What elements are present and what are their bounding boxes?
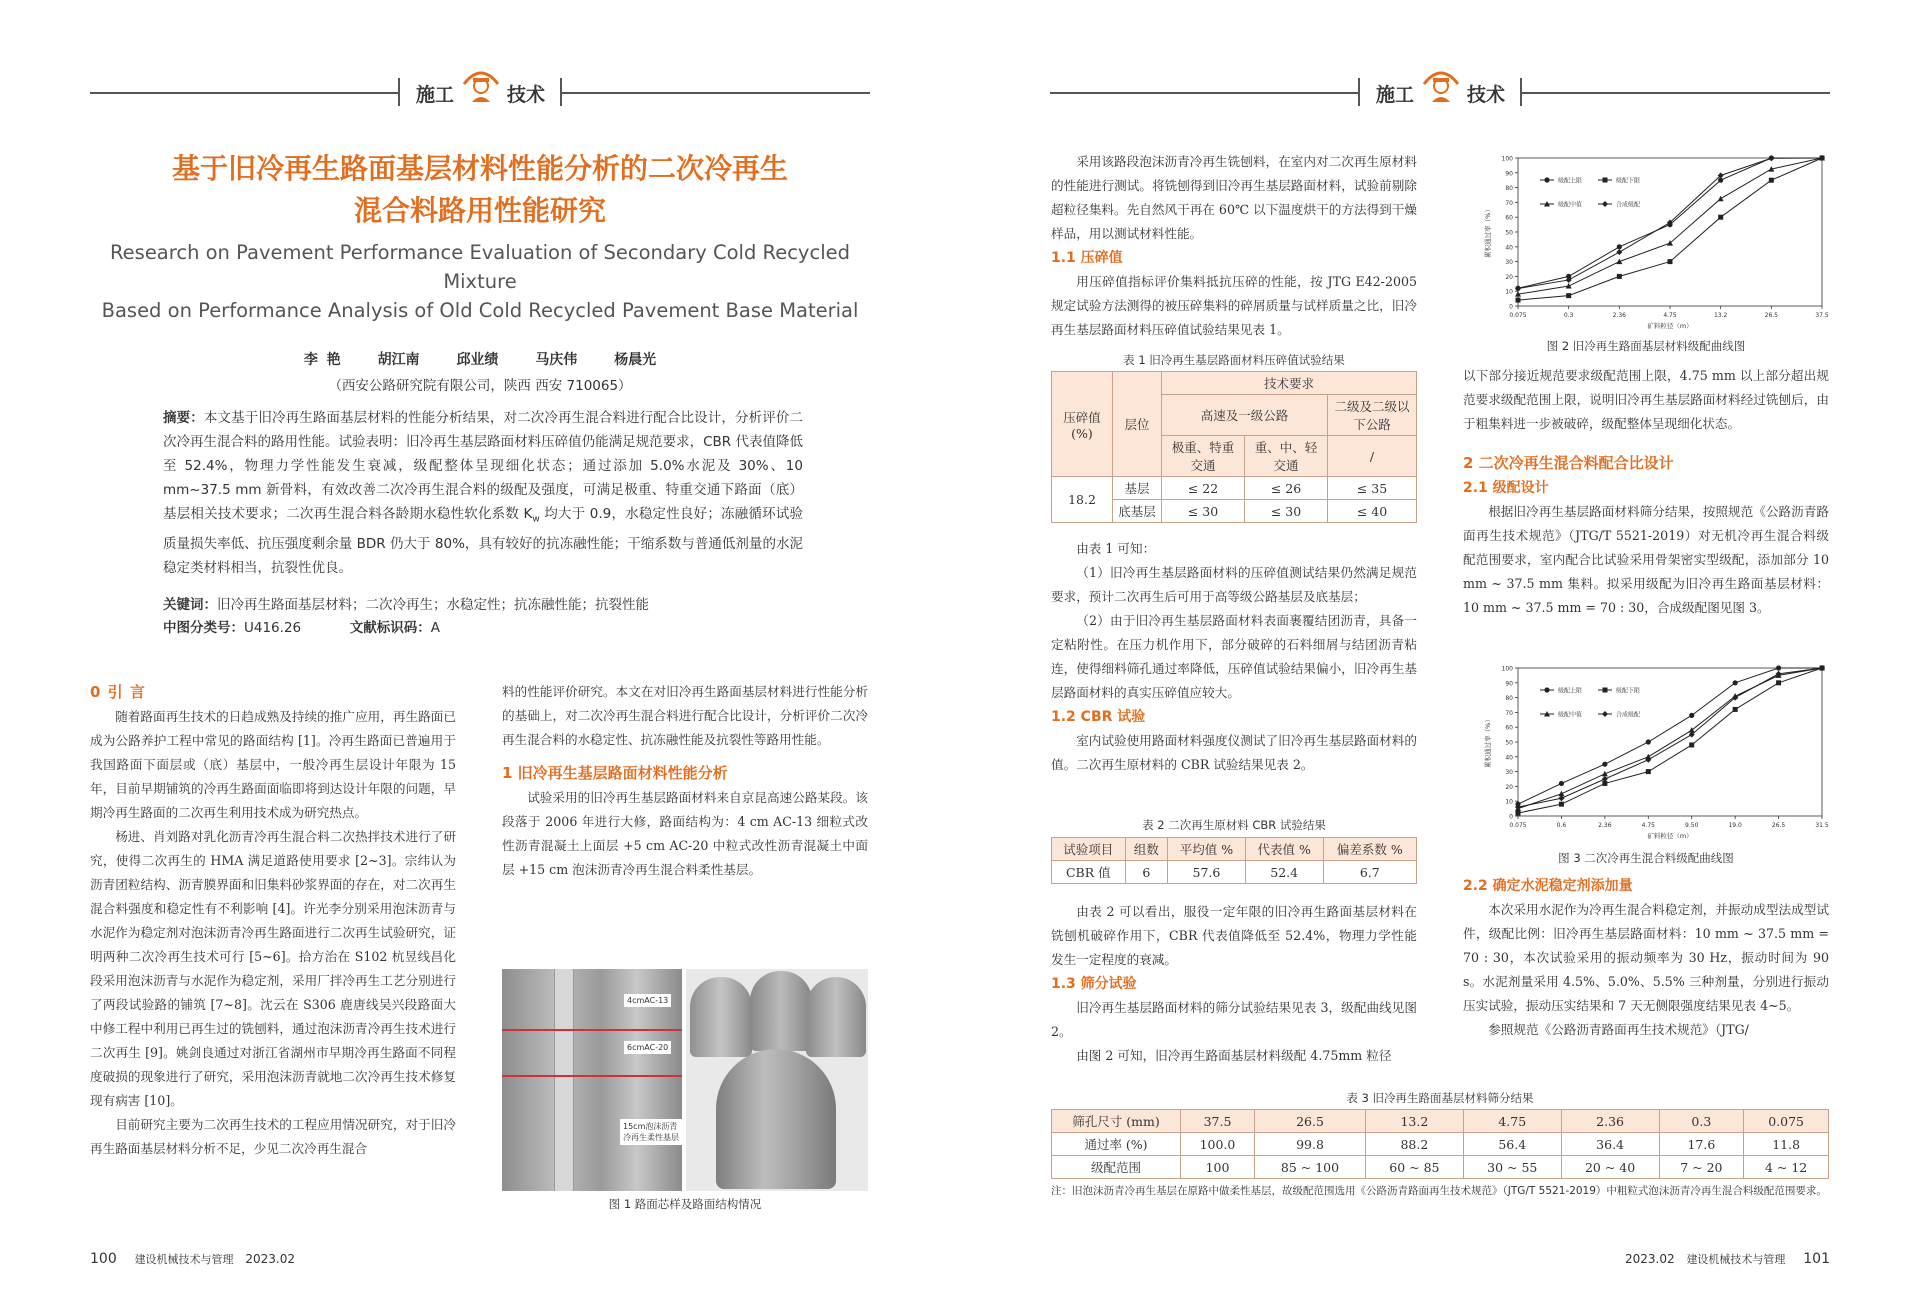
- y-tick-label: 40: [1505, 244, 1513, 252]
- table-3-cell: 7 ~ 20: [1659, 1156, 1744, 1179]
- y-tick-label: 50: [1505, 739, 1513, 747]
- table-2-cell: 52.4: [1245, 861, 1323, 884]
- x-tick-label: 0.075: [1509, 822, 1527, 829]
- paragraph: 旧冷再生基层路面材料的筛分试验结果见表 3，级配曲线见图 2。: [1051, 1000, 1417, 1039]
- table-3-cell: 17.6: [1659, 1133, 1744, 1156]
- data-point: [1515, 286, 1521, 292]
- data-point: [1559, 802, 1564, 807]
- data-point: [1646, 739, 1651, 744]
- right-header-divider-a: [1358, 78, 1360, 106]
- core-marker: [502, 1029, 682, 1031]
- title-block: [90, 148, 870, 394]
- y-tick-label: 60: [1505, 214, 1513, 222]
- table-3-note: 注：旧泡沫沥青冷再生基层在原路中做柔性基层，故级配范围选用《公路沥青路面再生技术规范》（JTG/T 5521-2019）中粗粒式泡沫沥青冷再生混合料级配范围要求。: [1051, 1185, 1827, 1197]
- table-3-cell: 4 ~ 12: [1744, 1156, 1829, 1179]
- y-tick-label: 30: [1505, 259, 1513, 267]
- table-3-header: 26.5: [1255, 1110, 1366, 1133]
- table-2-cell: CBR 值: [1052, 861, 1126, 884]
- y-tick-label: 80: [1505, 695, 1513, 703]
- table-3-header: 2.36: [1561, 1110, 1659, 1133]
- section-1-1-heading: 1.1 压碎值: [1051, 250, 1123, 266]
- paragraph: 料的性能评价研究。本文在对旧冷再生路面基层材料进行性能分析的基础上，对二次冷再生混合料进行配合比设计，分析评价二次冷再生混合料的水稳定性、抗冻融性能及抗裂性等路用性能。: [502, 684, 868, 747]
- table-3-header: 37.5: [1181, 1110, 1255, 1133]
- legend-marker: [1602, 201, 1608, 207]
- table-3-cell: 56.4: [1463, 1133, 1561, 1156]
- right-column-1-bottom: [1051, 900, 1417, 1068]
- table-3-cell: 100.0: [1181, 1133, 1255, 1156]
- fig1-label-box: [620, 1119, 682, 1145]
- y-tick-label: 40: [1505, 754, 1513, 762]
- abstract-text-2: 均大于 0.9，水稳定性良好；冻融循环试验质量损失率低、抗压强度剩余量 BDR 仍大于 80%，具有较好的抗冻融性能；干缩系数与普通低剂量的水泥稳定类材料相当，抗裂性优良。: [163, 506, 803, 576]
- author: 胡江南: [377, 352, 420, 368]
- abstract: [163, 406, 803, 580]
- core-sample: [750, 971, 812, 1051]
- x-tick-label: 2.36: [1598, 822, 1612, 829]
- figure-1-caption: 图 1 路面芯样及路面结构情况: [608, 1197, 762, 1211]
- figure-2-chart: [1478, 150, 1834, 338]
- fig1-label: 15cm泡沫沥青: [623, 1122, 678, 1131]
- table-2: [1051, 837, 1417, 884]
- table-2-cell: 6.7: [1323, 861, 1416, 884]
- abstract-sub: w: [532, 514, 540, 525]
- author: 杨晨光: [614, 352, 657, 368]
- y-axis-label: 累积通过率（%）: [1484, 716, 1492, 768]
- left-header-divider-a: [398, 78, 400, 106]
- left-header-divider-b: [560, 78, 562, 106]
- y-tick-label: 70: [1505, 709, 1513, 717]
- paragraph: 本次采用水泥作为冷再生混合料稳定剂，并振动成型法成型试件，级配比例：旧冷再生基层路面材料：10 mm ~ 37.5 mm = 70 : 30，本次试验采用的振动频率为 30 Hz，振动时间为 90 s。水泥剂量采用 4.5%、5.0%、5.5% 三种剂量，分别进行振动压实试验，振动压实结果和 7 天无侧限强度结果见表 4~5。: [1463, 902, 1829, 1013]
- paragraph: 以下部分接近规范要求级配范围上限，4.75 mm 以上部分超出规范要求级配范围上限，说明旧冷再生基层路面材料经过铣刨后，由于粗集料进一步被破碎，级配整体呈现细化状态。: [1463, 368, 1829, 431]
- data-point: [1516, 811, 1521, 816]
- table-3-cell: 30 ~ 55: [1463, 1156, 1561, 1179]
- classification: [163, 616, 803, 640]
- left-header-label-1: 施工: [416, 84, 455, 106]
- table-1-header: 层位: [1113, 372, 1162, 477]
- abstract-label: 摘要：: [163, 410, 204, 426]
- paragraph: 由图 2 可知，旧冷再生路面基层材料级配 4.75mm 粒径: [1076, 1048, 1392, 1063]
- data-point: [1718, 196, 1724, 202]
- author: 李 艳: [303, 352, 341, 368]
- y-tick-label: 90: [1505, 170, 1513, 178]
- paper-title-cn-line1: 基于旧冷再生路面基层材料性能分析的二次冷再生: [171, 152, 788, 185]
- y-tick-label: 10: [1505, 798, 1513, 806]
- legend-label: 级配上限: [1558, 687, 1583, 695]
- paragraph: 室内试验使用路面材料强度仪测试了旧冷再生基层路面材料的值。二次再生原材料的 CBR 试验结果见表 2。: [1051, 733, 1417, 772]
- doc-label: 文献标识码：: [349, 620, 431, 636]
- fig1-label: 冷再生柔性基层: [623, 1133, 679, 1142]
- paragraph: 由表 2 可以看出，服役一定年限的旧冷再生路面基层材料在铣刨机破碎作用下，CBR 代表值降低至 52.4%，物理力学性能发生一定程度的衰减。: [1051, 904, 1417, 967]
- paper-title-en-line1: Research on Pavement Performance Evaluation of Secondary Cold Recycled Mixture: [109, 241, 850, 293]
- table-1-cell: ≤ 35: [1328, 477, 1417, 500]
- fig1-label: 4cmAC-13: [624, 994, 671, 1007]
- left-header-label-2: 技术: [507, 84, 546, 106]
- right-header-line-b: [1520, 92, 1830, 94]
- right-column-2-top: [1463, 364, 1829, 620]
- right-header-label-2: 技术: [1467, 84, 1506, 106]
- y-tick-label: 70: [1505, 199, 1513, 207]
- x-tick-label: 26.5: [1764, 312, 1779, 319]
- data-point: [1516, 298, 1521, 303]
- legend-marker: [1603, 178, 1608, 183]
- ruler: [554, 969, 574, 1191]
- x-tick-label: 9.50: [1685, 822, 1699, 829]
- author-list: [90, 349, 870, 369]
- table-1-cell: 18.2: [1052, 477, 1113, 523]
- y-tick-label: 100: [1501, 665, 1513, 673]
- table-2-caption: 表 2 二次再生原材料 CBR 试验结果: [1142, 818, 1326, 832]
- left-footer: [90, 1251, 295, 1267]
- data-point: [1733, 680, 1738, 685]
- page-number: 101: [1803, 1251, 1830, 1267]
- affiliation: （西安公路研究院有限公司，陕西 西安 710065）: [328, 378, 632, 394]
- right-header-label-1: 施工: [1376, 84, 1415, 106]
- table-1-cell: 基层: [1113, 477, 1162, 500]
- table-3: [1051, 1109, 1829, 1179]
- table-1-header: 重、中、轻交通: [1244, 436, 1327, 477]
- core-sample: [690, 977, 752, 1057]
- paragraph: 随着路面再生技术的日趋成熟及持续的推广应用，再生路面已成为公路养护工程中常见的路面结构 [1]。冷再生路面已普遍用于我国路面下面层或（底）基层中，一般冷再生层设计年限为 15 年，目前早期铺筑的冷再生路面面临即将到达设计年限的问题，早期冷再生路面的二次再生利用技术成为研究热点。: [90, 709, 456, 820]
- table-3-header: 0.075: [1744, 1110, 1829, 1133]
- y-tick-label: 0: [1509, 303, 1513, 311]
- left-column-2: [502, 680, 868, 882]
- core-sample: [716, 1049, 836, 1189]
- legend-label: 级配上限: [1558, 177, 1583, 185]
- legend-marker: [1603, 688, 1608, 693]
- x-tick-label: 0.075: [1509, 312, 1527, 319]
- right-header-divider-b: [1520, 78, 1522, 106]
- table-1-header: 高速及一级公路: [1162, 395, 1328, 436]
- right-footer: [1625, 1251, 1830, 1267]
- table-3-header: 0.3: [1659, 1110, 1744, 1133]
- legend-label: 级配下限: [1616, 687, 1641, 695]
- legend-label: 合成级配: [1616, 711, 1641, 719]
- keywords: [163, 593, 803, 617]
- section-1-2-heading: 1.2 CBR 试验: [1051, 709, 1146, 725]
- section-2-1-heading: 2.1 级配设计: [1463, 480, 1549, 496]
- data-point: [1718, 215, 1723, 220]
- legend-marker: [1544, 177, 1549, 182]
- section-2-2-heading: 2.2 确定水泥稳定剂添加量: [1463, 878, 1633, 894]
- table-1-cell: 底基层: [1113, 500, 1162, 523]
- core-marker: [502, 1075, 682, 1077]
- y-tick-label: 60: [1505, 724, 1513, 732]
- table-3-cell: 100: [1181, 1156, 1255, 1179]
- table-3-cell: 20 ~ 40: [1561, 1156, 1659, 1179]
- paragraph: （2）由于旧冷再生基层路面材料表面裹覆结团沥青，具备一定粘附性。在压力机作用下，部分破碎的石料细屑与结团沥青粘连，使得细料筛孔通过率降低，压碎值试验结果偏小，旧冷再生基层路面材料的真实压碎值应较大。: [1051, 613, 1417, 700]
- right-header-line-a: [1050, 92, 1358, 94]
- core-sample: [806, 977, 866, 1057]
- issue: 2023.02: [1624, 1252, 1675, 1266]
- legend-label: 级配中值: [1558, 201, 1583, 209]
- paragraph: 用压碎值指标评价集料抵抗压碎的性能，按 JTG E42-2005 规定试验方法测得的被压碎集料的碎屑质量与试样质量之比，旧冷再生基层路面材料压碎值试验结果见表 1。: [1051, 274, 1417, 337]
- data-point: [1559, 781, 1564, 786]
- x-tick-label: 4.75: [1641, 822, 1655, 829]
- table-1-header: 极重、特重交通: [1162, 436, 1245, 477]
- table-2-header: 试验项目: [1052, 838, 1126, 861]
- y-tick-label: 80: [1505, 185, 1513, 193]
- table-2-header: 偏差系数 %: [1323, 838, 1416, 861]
- data-point: [1617, 274, 1622, 279]
- table-3-cell: 85 ~ 100: [1255, 1156, 1366, 1179]
- x-tick-label: 37.5: [1815, 312, 1829, 319]
- table-3-caption: 表 3 旧冷再生路面基层材料筛分结果: [1346, 1091, 1534, 1105]
- journal-name: 建设机械技术与管理: [1686, 1253, 1786, 1266]
- table-1-header: 压碎值(%): [1052, 372, 1113, 477]
- table-1-caption: 表 1 旧冷再生基层路面材料压碎值试验结果: [1123, 353, 1345, 367]
- author: 马庆伟: [535, 352, 578, 368]
- page-number: 100: [90, 1251, 117, 1267]
- table-2-header: 组数: [1125, 838, 1167, 861]
- paper-title-cn-line2: 混合料路用性能研究: [353, 194, 606, 227]
- x-tick-label: 4.75: [1663, 312, 1677, 319]
- section-1-heading: 1 旧冷再生基层路面材料性能分析: [502, 764, 728, 782]
- right-column-1-middle: [1051, 537, 1417, 777]
- figure-3-caption: 图 3 二次冷再生混合料级配曲线图: [1558, 851, 1734, 865]
- table-3-cell: 通过率 (%): [1052, 1133, 1181, 1156]
- data-point: [1668, 259, 1673, 264]
- table-1: [1051, 371, 1417, 523]
- right-column-1-top: [1051, 150, 1417, 342]
- legend-label: 级配中值: [1558, 711, 1583, 719]
- table-3-cell: 88.2: [1365, 1133, 1463, 1156]
- paragraph: 采用该路段泡沫沥青冷再生铣刨料，在室内对二次再生原材料的性能进行测试。将铣刨得到旧冷再生基层路面材料，试验前剔除超粒径集料。先自然风干再在 60℃ 以下温度烘干的方法得到干燥样品，用以测试材料性能。: [1051, 154, 1417, 241]
- data-point: [1768, 155, 1774, 161]
- table-2-cell: 57.6: [1168, 861, 1246, 884]
- table-2-cell: 6: [1125, 861, 1167, 884]
- x-tick-label: 2.36: [1612, 312, 1627, 319]
- paragraph: 试验采用的旧冷再生基层路面材料来自京昆高速公路某段。该段落于 2006 年进行大修，路面结构为：4 cm AC-13 细粒式改性沥青混凝土上面层 +5 cm AC-20 中粒式改性沥青混凝土中面层 +15 cm 泡沫沥青冷再生混合料柔性基层。: [502, 790, 868, 877]
- table-3-cell: 36.4: [1561, 1133, 1659, 1156]
- worker-helmet-icon: [460, 66, 502, 104]
- table-1-cell: ≤ 30: [1244, 500, 1327, 523]
- left-header-line-b: [560, 92, 870, 94]
- table-1-cell: ≤ 26: [1244, 477, 1327, 500]
- y-tick-label: 100: [1501, 155, 1513, 163]
- paragraph: 由表 1 可知：: [1076, 541, 1156, 556]
- x-tick-label: 0.3: [1563, 312, 1574, 319]
- left-header-line-a: [90, 92, 398, 94]
- section-1-3-heading: 1.3 筛分试验: [1051, 976, 1137, 992]
- legend-marker: [1544, 687, 1549, 692]
- table-3-cell: 99.8: [1255, 1133, 1366, 1156]
- section-2-heading: 2 二次冷再生混合料配合比设计: [1463, 454, 1674, 472]
- table-2-header: 代表值 %: [1245, 838, 1323, 861]
- x-tick-label: 31.5: [1815, 822, 1829, 829]
- x-tick-label: 0.6: [1556, 822, 1567, 829]
- clc-label: 中图分类号：: [163, 620, 244, 636]
- table-3-cell: 级配范围: [1052, 1156, 1181, 1179]
- legend-label: 级配下限: [1616, 177, 1641, 185]
- abstract-text: 本文基于旧冷再生路面基层材料的性能分析结果，对二次冷再生混合料进行配合比设计，分析评价二次冷再生混合料的路用性能。试验表明：旧冷再生基层路面材料压碎值仍能满足规范要求，CBR 代表值降低至 52.4%，物理力学性能发生衰减，级配整体呈现细化状态；通过添加 5.0%水泥及 30%、10 mm~37.5 mm 新骨料，有效改善二次冷再生混合料的级配及强度，可满足极重、特重交通下路面（底）基层相关技术要求；二次再生混合料各龄期水稳性软化系数 K: [163, 410, 803, 522]
- left-column-1: [90, 679, 456, 1161]
- y-axis-label: 累积通过率（%）: [1484, 206, 1492, 258]
- keywords-label: 关键词：: [163, 597, 217, 613]
- x-axis-label: 矿料粒径（m）: [1647, 322, 1693, 330]
- data-point: [1776, 665, 1781, 670]
- paragraph: 目前研究主要为二次再生技术的工程应用情况研究，对于旧冷再生路面基层材料分析不足，少见二次冷再生混合: [90, 1117, 456, 1156]
- y-tick-label: 20: [1505, 783, 1513, 791]
- data-point: [1689, 742, 1694, 747]
- paper-title-en-line2: Based on Performance Analysis of Old Cold Recycled Pavement Base Material: [101, 299, 859, 322]
- table-1-header: 二级及二级以下公路: [1328, 395, 1417, 436]
- paragraph: 杨进、肖刘路对乳化沥青冷再生混合料二次热拌技术进行了研究，使得二次再生的 HMA 满足道路使用要求 [2~3]。宗纬认为沥青团粒结构、沥青膜界面和旧集料砂浆界面的存在，对二次再生混合料强度和稳定性有不利影响 [4]。许光李分别采用泡沫沥青与水泥作为稳定剂对泡沫沥青冷再生路面进行二次再生试验研究，证明两种二次冷再生技术可行 [5~6]。拾方治在 S102 杭昱线昌化段采用泡沫沥青与水泥作为稳定剂，采用厂拌冷再生工艺分别进行了两段试验路的铺筑 [7~8]。沈云在 S306 鹿唐线吴兴段路面大中修工程中利用已再生过的铣刨料，通过泡沫沥青冷再生技术进行二次再生 [9]。姚剑良通过对浙江省湖州市早期冷再生路面不同程度破损的现象进行了研究，采用泡沫沥青就地二次冷再生技术修复现有病害 [10]。: [90, 829, 456, 1108]
- y-tick-label: 50: [1505, 229, 1513, 237]
- paragraph: （1）旧冷再生基层路面材料的压碎值测试结果仍然满足规范要求，预计二次再生后可用于高等级公路基层及底基层；: [1051, 565, 1417, 604]
- journal-name: 建设机械技术与管理: [134, 1253, 234, 1266]
- x-axis-label: 矿料粒径（m）: [1647, 832, 1693, 840]
- data-point: [1646, 769, 1651, 774]
- x-tick-label: 13.2: [1713, 312, 1728, 319]
- data-point: [1776, 680, 1781, 685]
- data-point: [1733, 707, 1738, 712]
- table-1-cell: ≤ 22: [1162, 477, 1245, 500]
- figure-1-photo-right: [686, 969, 868, 1191]
- clc-value: U416.26: [244, 620, 302, 636]
- fig1-label: 6cmAC-20: [624, 1041, 671, 1054]
- issue: 2023.02: [245, 1252, 296, 1266]
- legend-label: 合成级配: [1616, 201, 1641, 209]
- figure-1-photo-left: [502, 969, 682, 1191]
- legend-marker: [1602, 711, 1608, 717]
- right-column-2-bottom: [1463, 874, 1829, 1042]
- data-point: [1602, 762, 1607, 767]
- data-point: [1769, 178, 1774, 183]
- paragraph: 根据旧冷再生基层路面材料筛分结果，按照规范《公路沥青路面再生技术规范》（JTG/T 5521-2019）对无机冷再生混合料级配范围要求，室内配合比试验采用骨架密实型级配，添加部分 10 mm ~ 37.5 mm 集料。拟采用级配为旧冷再生路面基层材料：10 mm ~ 37.5 mm = 70 : 30，合成级配图见图 3。: [1463, 504, 1829, 615]
- y-tick-label: 90: [1505, 680, 1513, 688]
- data-point: [1602, 771, 1608, 777]
- table-3-header: 13.2: [1365, 1110, 1463, 1133]
- y-tick-label: 0: [1509, 813, 1513, 821]
- table-3-header: 筛孔尺寸 (mm): [1052, 1110, 1181, 1133]
- y-tick-label: 30: [1505, 769, 1513, 777]
- data-point: [1617, 244, 1622, 249]
- figure-2-caption: 图 2 旧冷再生路面基层材料级配曲线图: [1546, 339, 1746, 353]
- keywords-text: 旧冷再生路面基层材料；二次冷再生；水稳定性；抗冻融性能；抗裂性能: [217, 597, 649, 613]
- table-1-cell: ≤ 30: [1162, 500, 1245, 523]
- section-0-heading: 0 引 言: [90, 683, 146, 701]
- x-tick-label: 26.5: [1771, 822, 1786, 829]
- table-2-header: 平均值 %: [1168, 838, 1246, 861]
- data-point: [1689, 713, 1694, 718]
- data-point: [1566, 293, 1571, 298]
- table-3-header: 4.75: [1463, 1110, 1561, 1133]
- table-1-cell: ≤ 40: [1328, 500, 1417, 523]
- paragraph: 参照规范《公路沥青路面再生技术规范》（JTG/: [1488, 1022, 1749, 1037]
- table-1-header: /: [1328, 436, 1417, 477]
- table-3-cell: 60 ~ 85: [1365, 1156, 1463, 1179]
- figure-3-chart: [1478, 660, 1834, 848]
- worker-helmet-icon-right: [1420, 66, 1462, 104]
- y-tick-label: 20: [1505, 273, 1513, 281]
- data-point: [1566, 283, 1572, 289]
- table-1-header: 技术要求: [1162, 372, 1417, 395]
- table-3-cell: 11.8: [1744, 1133, 1829, 1156]
- data-point: [1616, 249, 1622, 255]
- x-tick-label: 19.0: [1728, 822, 1742, 829]
- author: 邱业绩: [456, 352, 499, 368]
- doc-value: A: [430, 620, 440, 636]
- y-tick-label: 10: [1505, 288, 1513, 296]
